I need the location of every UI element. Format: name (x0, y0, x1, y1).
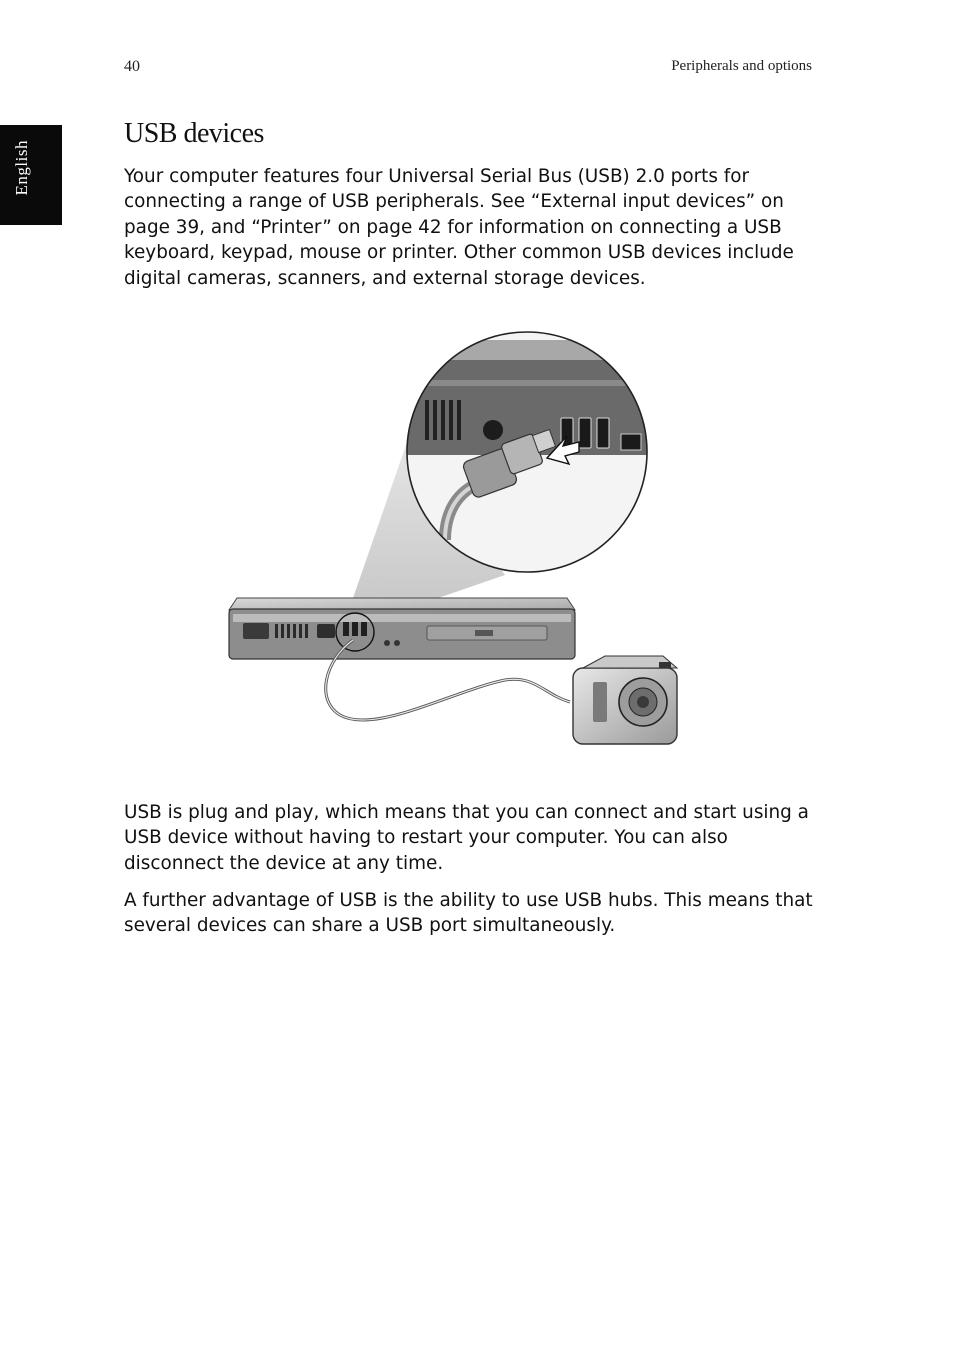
usb-connection-illustration (175, 330, 775, 750)
paragraph-plug-and-play: USB is plug and play, which means that you can connect and start using a USB device without having to restart your computer. You can also disconnect the device at any time. (124, 802, 809, 874)
laptop-icon (229, 598, 575, 659)
page-number: 40 (124, 58, 140, 75)
paragraph-usb-hubs: A further advantage of USB is the ability to use USB hubs. This means that several devices can share a USB port simultaneously. (124, 890, 813, 937)
running-header: Peripherals and options (671, 58, 812, 74)
language-tab-label: English (12, 140, 31, 196)
section-title: USB devices (124, 118, 264, 149)
paragraph-intro: Your computer features four Universal Serial Bus (USB) 2.0 ports for connecting a range of USB peripherals. See “External input devices” on page 39, and “Printer” on page 42 for information on connecting a USB keyboard, keypad, mouse or printer. Other common USB devices include digital cameras, scanners, and external storage devices. (124, 166, 794, 289)
digital-camera-icon (573, 656, 677, 744)
